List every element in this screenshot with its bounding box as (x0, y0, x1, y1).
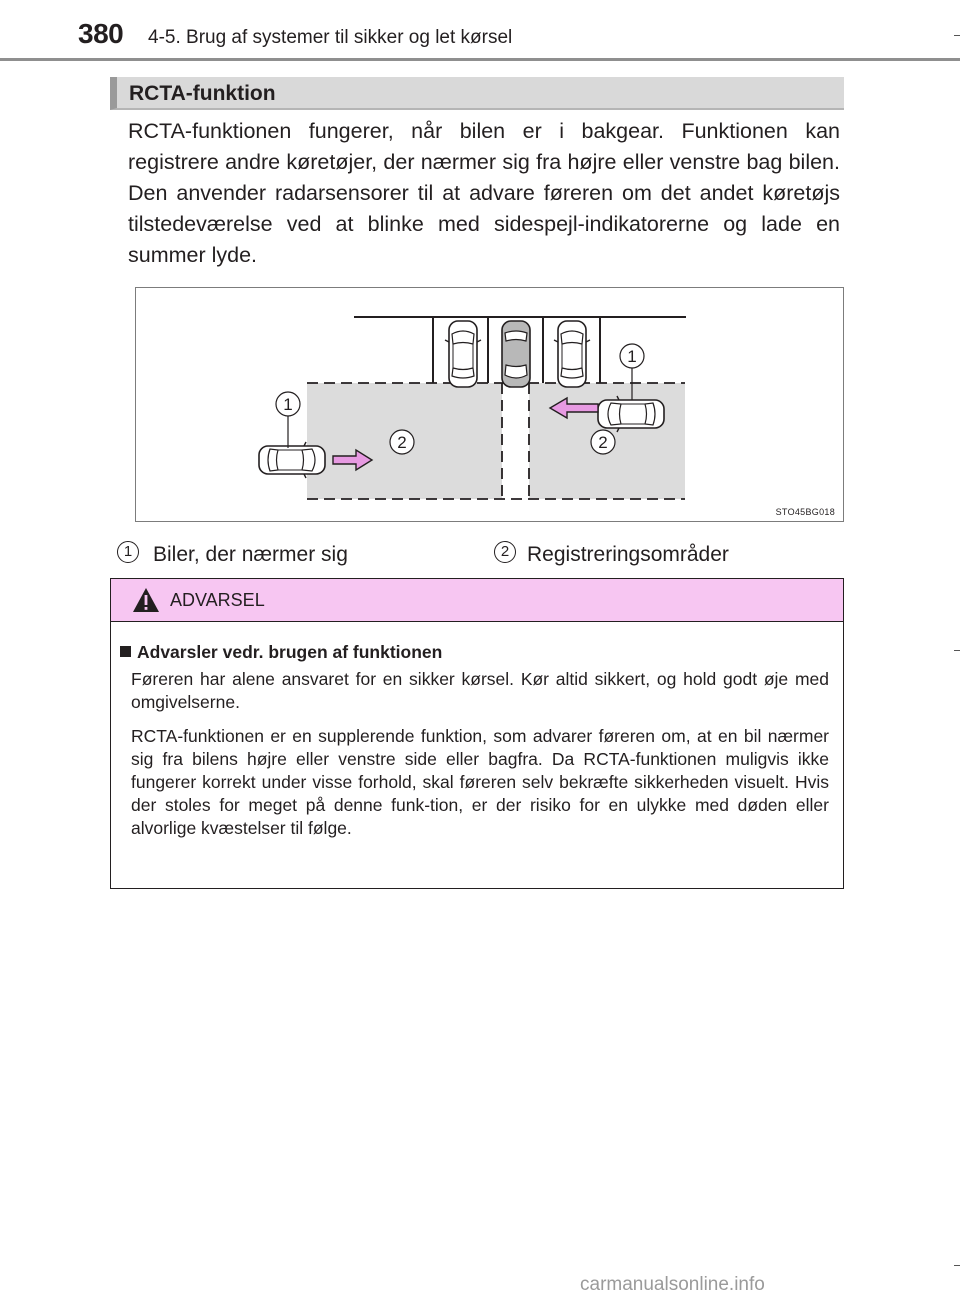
callout-label: 1 (283, 395, 293, 414)
parking-diagram (136, 288, 845, 523)
warning-paragraph: Føreren har alene ansvaret for en sikker kørsel. Kør altid sikkert, og hold godt øje med omgivelserne. (131, 669, 829, 712)
bullet-square-icon (120, 646, 131, 657)
callout-circle (591, 430, 615, 454)
approaching-car-left (259, 442, 325, 478)
warning-title: ADVARSEL (170, 590, 265, 610)
own-vehicle (502, 321, 530, 387)
chapter-title: 4-5. Brug af systemer til sikker og let kørsel (148, 27, 513, 48)
rcta-illustration (135, 287, 844, 522)
legend-text: Biler, der nærmer sig (153, 543, 348, 566)
crop-mark (954, 1265, 960, 1266)
section-heading (110, 77, 844, 110)
page-number: 380 (78, 18, 124, 49)
legend-number: 1 (117, 541, 139, 563)
warning-subheading (120, 642, 442, 663)
warning-triangle-icon (132, 587, 160, 613)
crop-mark (954, 650, 960, 651)
warning-subheading-text: Advarsler vedr. brugen af funktionen (137, 642, 443, 662)
header-rule (0, 58, 960, 61)
legend-text: Registreringsområder (527, 543, 729, 566)
watermark: carmanualsonline.info (580, 1274, 765, 1295)
callout-circle (620, 344, 644, 368)
crop-mark (954, 35, 960, 36)
warning-paragraph: RCTA-funktionen er en supplerende funktion, som advarer føreren om, at en bil nærmer sig fra bilens højre eller venstre side eller bagfra. Da RCTA-funktionen muligvis ikke fungerer korrekt under visse forhold, skal føreren selv bekræfte sikkerheden visuelt. Hvis der stoles for meget på denne funk-tion, er der risiko for en ulykke med døden eller alvorlige kvæstelser til følge. (131, 726, 829, 838)
callout-label: 1 (627, 347, 637, 366)
figure-code: STO45BG018 (775, 507, 835, 517)
warning-box (110, 578, 844, 889)
legend-number: 2 (494, 541, 516, 563)
callout-circle (390, 430, 414, 454)
warning-header (111, 579, 843, 622)
callout-label: 2 (397, 433, 407, 452)
approaching-car-right (598, 396, 664, 432)
callout-label: 2 (598, 433, 608, 452)
callout-circle (276, 392, 300, 416)
section-heading-text: RCTA-funktion (129, 82, 276, 105)
parked-car (554, 321, 590, 387)
parked-car (445, 321, 481, 387)
intro-paragraph: RCTA-funktionen fungerer, når bilen er i bakgear. Funktionen kan registrere andre køretøjer, der nærmer sig fra højre eller venstre bag bilen. Den anvender radarsensorer til at advare føreren om det andet køretøjs tilstedeværelse ved at blinke med sidespejl-indikatorerne og lade en summer lyde. (128, 119, 840, 267)
